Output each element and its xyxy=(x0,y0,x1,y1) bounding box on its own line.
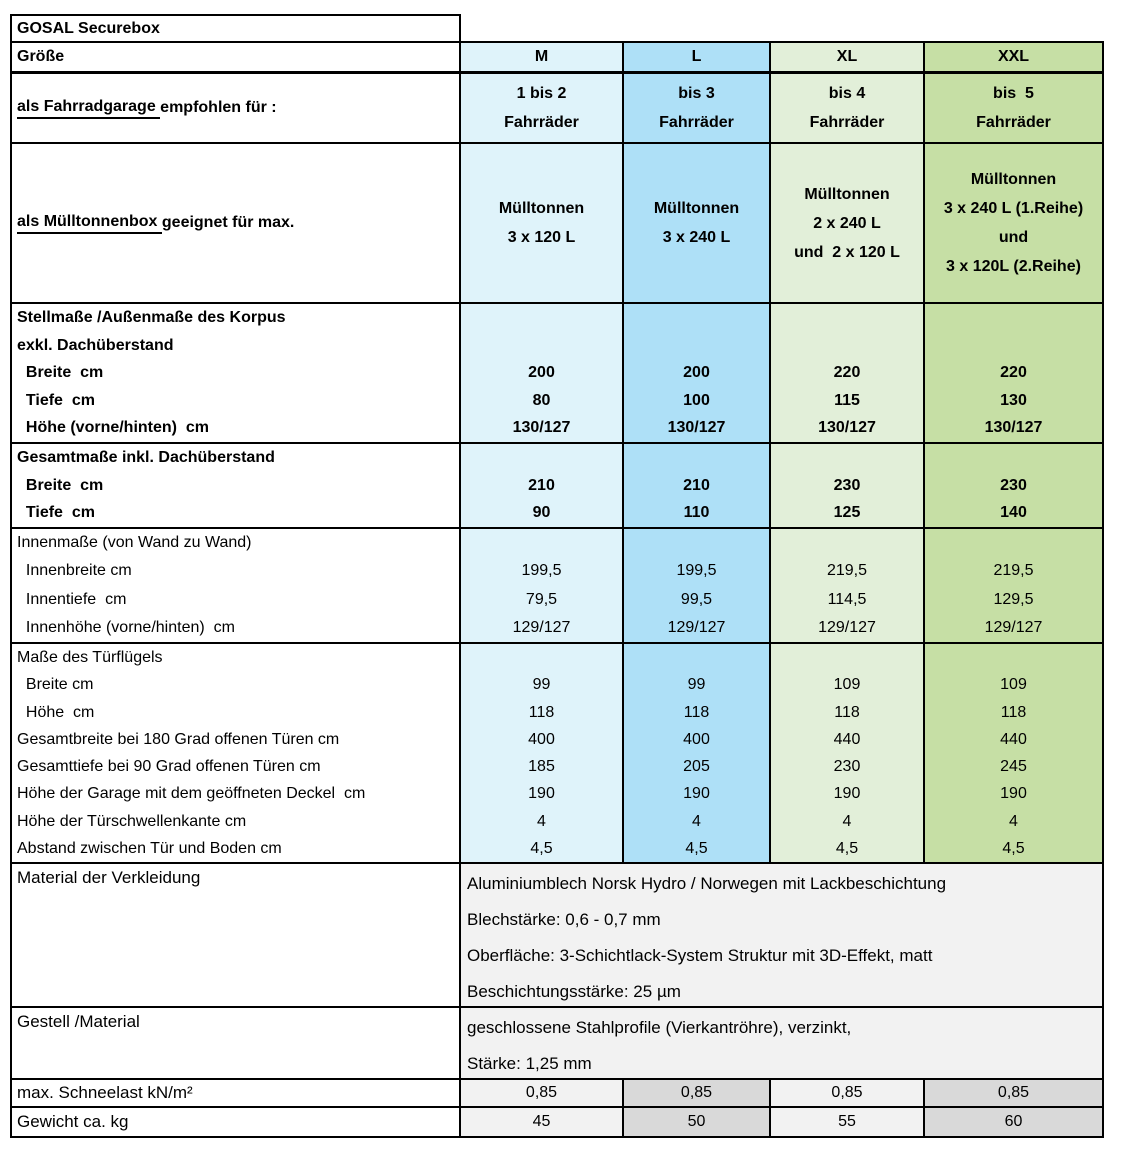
value-line: 99,5 xyxy=(680,590,713,608)
value-line xyxy=(771,644,923,671)
value-line: 110 xyxy=(683,504,710,522)
value-cell xyxy=(624,74,771,142)
label-line: Gesamtbreite bei 180 Grad offenen Türen cm xyxy=(17,730,340,748)
value-cell: 0,85 xyxy=(925,1080,1102,1106)
label-line: Tiefe cm xyxy=(17,504,95,522)
value-line xyxy=(925,529,1102,557)
value-line: 114,5 xyxy=(827,590,867,608)
value-line: 200 xyxy=(528,364,555,382)
value-line: 440 xyxy=(1000,730,1027,748)
value-line: Mülltonnen xyxy=(804,185,890,203)
spec-table xyxy=(10,41,1104,1138)
value-line: 125 xyxy=(833,504,861,522)
value-line: 129/127 xyxy=(984,618,1043,636)
value-cell: 45 xyxy=(461,1108,624,1136)
value-line: und 2 x 120 L xyxy=(794,243,900,261)
value-line: 210 xyxy=(683,476,710,494)
label-line: Höhe der Garage mit dem geöffneten Deckel cm xyxy=(17,785,366,803)
value-line: 190 xyxy=(1000,785,1027,803)
value-line: und xyxy=(998,229,1029,246)
table-section-row xyxy=(12,1108,1102,1136)
value-line: 205 xyxy=(683,758,710,775)
value-line: 4,5 xyxy=(530,839,553,857)
value-line: Aluminiumblech Norsk Hydro / Norwegen mit Lackbeschichtung xyxy=(467,874,947,893)
value-line: 130/127 xyxy=(667,419,726,437)
value-cell xyxy=(925,144,1102,302)
column-header-l: L xyxy=(624,43,771,71)
value-line xyxy=(461,529,622,557)
table-title-cell xyxy=(10,14,461,43)
table-section-row xyxy=(12,304,1102,444)
value-line: 2 x 240 L xyxy=(813,214,881,232)
value-line: 99 xyxy=(532,676,551,694)
value-line: 219,5 xyxy=(993,562,1034,580)
value-line: 129/127 xyxy=(818,618,876,636)
value-line: 4,5 xyxy=(685,839,708,857)
value-line: Stärke: 1,25 mm xyxy=(467,1054,592,1073)
value-line: Fahrräder xyxy=(659,114,734,131)
value-line xyxy=(461,644,622,671)
label-line: Höhe cm xyxy=(17,703,95,721)
value-line: 190 xyxy=(833,785,861,803)
value-line: 4 xyxy=(692,812,701,830)
column-header-xxl: XXL xyxy=(925,43,1102,71)
label-line: Höhe der Türschwellenkante cm xyxy=(17,812,247,830)
value-line xyxy=(624,444,769,472)
value-line: 4,5 xyxy=(1002,839,1025,857)
value-line: Fahrräder xyxy=(976,114,1051,131)
value-line: 219,5 xyxy=(826,562,868,580)
value-line xyxy=(624,332,769,360)
value-line: 129/127 xyxy=(667,618,726,636)
value-line: 140 xyxy=(1000,504,1027,522)
value-line: 400 xyxy=(683,730,710,748)
value-line: 400 xyxy=(528,730,555,748)
spanned-value-cell xyxy=(461,1008,1102,1078)
value-cell: 0,85 xyxy=(461,1080,624,1106)
label-line: exkl. Dachüberstand xyxy=(17,336,174,354)
value-cell xyxy=(624,444,771,527)
size-header-row xyxy=(12,43,1102,74)
value-cell xyxy=(925,529,1102,642)
value-line: 4,5 xyxy=(835,839,859,857)
label-line: Gesamtmaße inkl. Dachüberstand xyxy=(17,449,275,466)
value-line: 230 xyxy=(833,476,861,494)
value-line: 109 xyxy=(833,676,861,694)
value-line xyxy=(771,332,923,360)
value-line xyxy=(925,332,1102,360)
value-line: 130/127 xyxy=(984,419,1043,437)
value-cell xyxy=(925,644,1102,862)
value-line: 3 x 120 L xyxy=(507,229,576,246)
value-line: 3 x 120L (2.Reihe) xyxy=(946,258,1081,275)
value-line: 440 xyxy=(833,730,861,748)
size-row-label: Größe xyxy=(12,43,461,71)
value-cell xyxy=(461,444,624,527)
value-line: 129/127 xyxy=(512,618,571,636)
label-line: Innenhöhe (vorne/hinten) cm xyxy=(17,618,235,636)
value-line: 3 x 240 L (1.Reihe) xyxy=(943,200,1084,217)
value-cell xyxy=(624,644,771,862)
value-line: 210 xyxy=(528,476,555,494)
value-line: 118 xyxy=(1000,703,1027,721)
table-section-row xyxy=(12,1008,1102,1080)
value-line xyxy=(624,529,769,557)
value-line: 230 xyxy=(833,758,861,775)
value-cell: 50 xyxy=(624,1108,771,1136)
value-line: 115 xyxy=(834,391,860,409)
row-label xyxy=(12,74,461,142)
row-label xyxy=(12,444,461,527)
value-line: 118 xyxy=(528,703,555,721)
label-line: Breite cm xyxy=(17,676,94,694)
value-line: 130 xyxy=(1000,391,1027,409)
row-label: Gestell /Material xyxy=(12,1008,461,1078)
table-section-row xyxy=(12,74,1102,144)
value-cell xyxy=(925,74,1102,142)
row-label: Gewicht ca. kg xyxy=(12,1108,461,1136)
table-section-row xyxy=(12,864,1102,1008)
value-line: bis 5 xyxy=(993,85,1034,102)
value-line: 220 xyxy=(1000,364,1027,382)
value-line xyxy=(771,304,923,332)
value-line: 90 xyxy=(532,504,551,522)
row-label: max. Schneelast kN/m² xyxy=(12,1080,461,1106)
column-header-m: M xyxy=(461,43,624,71)
value-line: 99 xyxy=(687,676,706,694)
table-section-row xyxy=(12,529,1102,644)
value-line: 100 xyxy=(683,391,710,409)
value-line: 190 xyxy=(528,785,555,803)
value-cell xyxy=(925,304,1102,442)
value-line: 3 x 240 L xyxy=(662,229,731,246)
value-line: Fahrräder xyxy=(809,114,885,131)
table-title: GOSAL Securebox xyxy=(17,19,160,37)
value-line xyxy=(925,644,1102,671)
value-cell: 0,85 xyxy=(771,1080,925,1106)
value-cell xyxy=(461,144,624,302)
value-line: 118 xyxy=(834,703,860,721)
label-line: Stellmaße /Außenmaße des Korpus xyxy=(17,309,286,326)
value-line: Fahrräder xyxy=(504,114,579,131)
value-line: 79,5 xyxy=(525,590,558,608)
value-line: 230 xyxy=(1000,476,1027,494)
value-line: 199,5 xyxy=(676,562,717,580)
value-line: 130/127 xyxy=(818,419,876,437)
value-cell xyxy=(771,529,925,642)
value-line: Blechstärke: 0,6 - 0,7 mm xyxy=(467,910,661,929)
value-line: Mülltonnen xyxy=(653,200,740,217)
value-cell xyxy=(771,304,925,442)
label-line: Breite cm xyxy=(17,364,104,382)
value-cell xyxy=(461,74,624,142)
label-line: Innenmaße (von Wand zu Wand) xyxy=(17,534,252,551)
value-line xyxy=(461,304,622,332)
value-line: 245 xyxy=(1000,758,1027,775)
value-line: 220 xyxy=(833,364,861,382)
value-line xyxy=(461,332,622,360)
value-line: bis 4 xyxy=(828,85,866,102)
label-line: Höhe (vorne/hinten) cm xyxy=(17,419,210,437)
value-cell xyxy=(925,444,1102,527)
value-line: 80 xyxy=(532,391,551,409)
value-line: Beschichtungsstärke: 25 µm xyxy=(467,982,681,1001)
value-line: 129,5 xyxy=(993,590,1034,608)
value-line: 118 xyxy=(683,703,710,721)
value-line: bis 3 xyxy=(678,85,715,102)
value-cell xyxy=(461,644,624,862)
value-line xyxy=(771,529,923,557)
value-line: 1 bis 2 xyxy=(516,85,567,102)
label-line: Maße des Türflügels xyxy=(17,649,163,666)
row-label-rest: geeignet für max. xyxy=(161,214,295,231)
value-line: 4 xyxy=(1009,812,1018,830)
value-line: Mülltonnen xyxy=(498,200,585,217)
spanned-value-cell xyxy=(461,864,1102,1006)
value-cell xyxy=(624,304,771,442)
value-line: 4 xyxy=(842,812,852,830)
value-line: 199,5 xyxy=(521,562,562,580)
value-cell xyxy=(624,529,771,642)
value-line: Mülltonnen xyxy=(970,171,1057,188)
value-cell xyxy=(771,444,925,527)
value-cell: 60 xyxy=(925,1108,1102,1136)
value-cell xyxy=(461,304,624,442)
label-line: Abstand zwischen Tür und Boden cm xyxy=(17,839,282,857)
value-cell xyxy=(771,74,925,142)
value-line: 109 xyxy=(1000,676,1027,694)
row-label-underlined: als Fahrradgarage xyxy=(17,98,160,119)
table-section-row xyxy=(12,444,1102,529)
value-line: geschlossene Stahlprofile (Vierkantröhre), verzinkt, xyxy=(467,1018,852,1037)
value-cell xyxy=(771,644,925,862)
row-label xyxy=(12,144,461,302)
table-section-row xyxy=(12,644,1102,864)
value-cell: 0,85 xyxy=(624,1080,771,1106)
value-line: 190 xyxy=(683,785,710,803)
label-line: Breite cm xyxy=(17,476,104,494)
value-line xyxy=(771,444,923,472)
label-line: Innenbreite cm xyxy=(17,562,132,580)
value-line xyxy=(925,444,1102,472)
label-line: Tiefe cm xyxy=(17,391,95,409)
value-cell: 55 xyxy=(771,1108,925,1136)
row-label: Material der Verkleidung xyxy=(12,864,461,1006)
value-cell xyxy=(461,529,624,642)
value-cell xyxy=(624,144,771,302)
value-line: 200 xyxy=(683,364,710,382)
value-line xyxy=(925,304,1102,332)
label-line: Gesamttiefe bei 90 Grad offenen Türen cm xyxy=(17,758,321,775)
row-label-rest: empfohlen für : xyxy=(160,99,277,116)
row-label xyxy=(12,529,461,642)
value-line: 185 xyxy=(528,758,555,775)
label-line: Innentiefe cm xyxy=(17,590,127,608)
value-line xyxy=(461,444,622,472)
row-label xyxy=(12,644,461,862)
table-section-row xyxy=(12,144,1102,304)
row-label-underlined: als Mülltonnenbox xyxy=(17,213,162,234)
value-line: 130/127 xyxy=(512,419,571,437)
column-header-xl: XL xyxy=(771,43,925,71)
value-line: 4 xyxy=(537,812,546,830)
value-line xyxy=(624,304,769,332)
table-sections xyxy=(12,74,1102,1136)
value-line: Oberfläche: 3-Schichtlack-System Struktur mit 3D-Effekt, matt xyxy=(467,946,933,965)
table-section-row xyxy=(12,1080,1102,1108)
value-cell xyxy=(771,144,925,302)
row-label xyxy=(12,304,461,442)
value-line xyxy=(624,644,769,671)
